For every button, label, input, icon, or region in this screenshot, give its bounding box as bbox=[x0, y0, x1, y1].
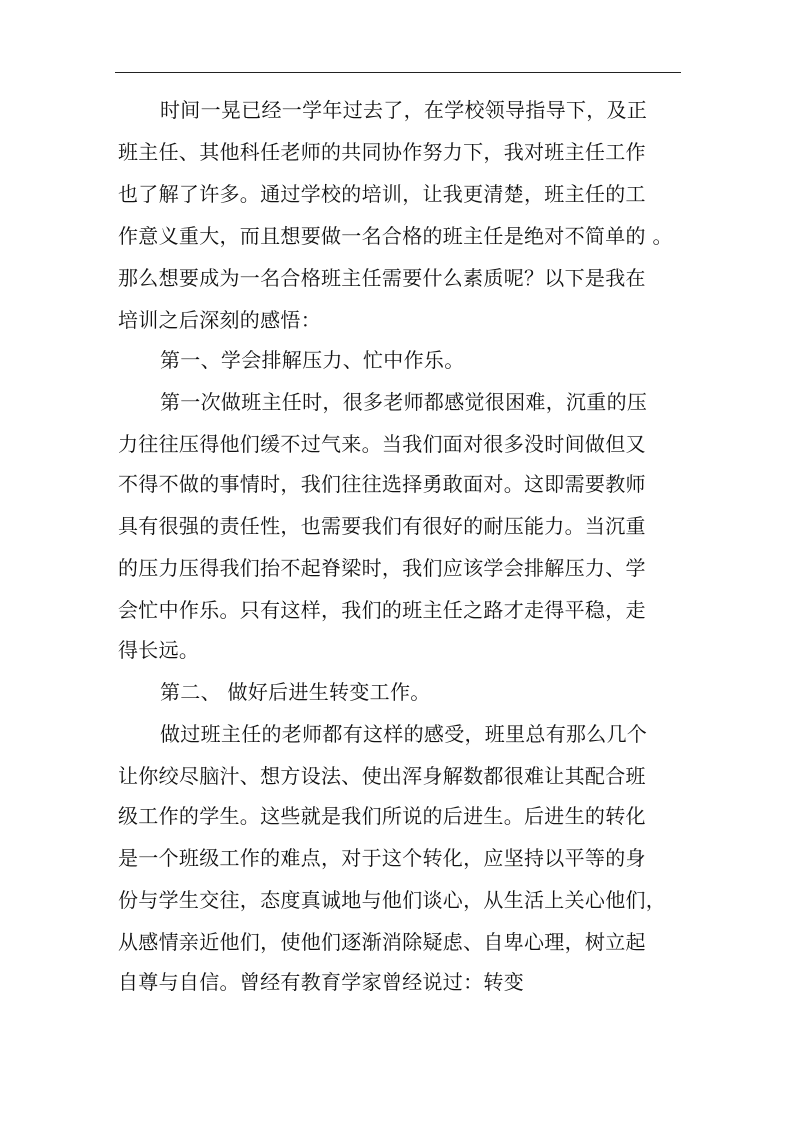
text-line-3: 也了解了许多。通过学校的培训，让我更清楚，班主任的工 bbox=[118, 182, 646, 206]
text-line-20: 份与学生交往，态度真诚地与他们谈心，从生活上关心他们， bbox=[118, 888, 667, 912]
text-line-13: 会忙中作乐。只有这样，我们的班主任之路才走得平稳，走 bbox=[118, 598, 646, 622]
text-line-17: 让你绞尽脑汁、想方设法、使出浑身解数都很难让其配合班 bbox=[118, 764, 646, 788]
text-line-5: 那么想要成为一名合格班主任需要什么素质呢？以下是我在 bbox=[118, 266, 646, 290]
text-line-6: 培训之后深刻的感悟： bbox=[118, 308, 321, 332]
section-heading-2: 第二、 做好后进生转变工作。 bbox=[160, 680, 431, 704]
text-line-18: 级工作的学生。这些就是我们所说的后进生。后进生的转化 bbox=[118, 804, 646, 828]
header-rule bbox=[115, 72, 681, 73]
text-line-19: 是一个班级工作的难点，对于这个转化，应坚持以平等的身 bbox=[118, 846, 646, 870]
text-line-12: 的压力压得我们抬不起脊梁时，我们应该学会排解压力、学 bbox=[118, 556, 646, 580]
text-line-2: 班主任、其他科任老师的共同协作努力下，我对班主任工作 bbox=[118, 140, 646, 164]
text-line-11: 具有很强的责任性，也需要我们有很好的耐压能力。当沉重 bbox=[118, 514, 646, 538]
text-line-8: 第一次做班主任时，很多老师都感觉很困难，沉重的压 bbox=[160, 390, 648, 414]
text-line-4: 作意义重大，而且想要做一名合格的班主任是绝对不简单的 。 bbox=[118, 224, 673, 248]
text-line-22: 自尊与自信。曾经有教育学家曾经说过：转变 bbox=[118, 970, 524, 994]
text-line-9: 力往往压得他们缓不过气来。当我们面对很多没时间做但又 bbox=[118, 432, 646, 456]
section-heading-1: 第一、学会排解压力、忙中作乐。 bbox=[160, 348, 465, 372]
text-line-14: 得长远。 bbox=[118, 638, 200, 662]
text-line-1: 时间一晃已经一学年过去了，在学校领导指导下，及正 bbox=[160, 98, 648, 122]
text-line-16: 做过班主任的老师都有这样的感受，班里总有那么几个 bbox=[160, 722, 648, 746]
text-line-21: 从感情亲近他们，使他们逐渐消除疑虑、自卑心理，树立起 bbox=[118, 930, 646, 954]
text-line-10: 不得不做的事情时，我们往往选择勇敢面对。这即需要教师 bbox=[118, 472, 646, 496]
